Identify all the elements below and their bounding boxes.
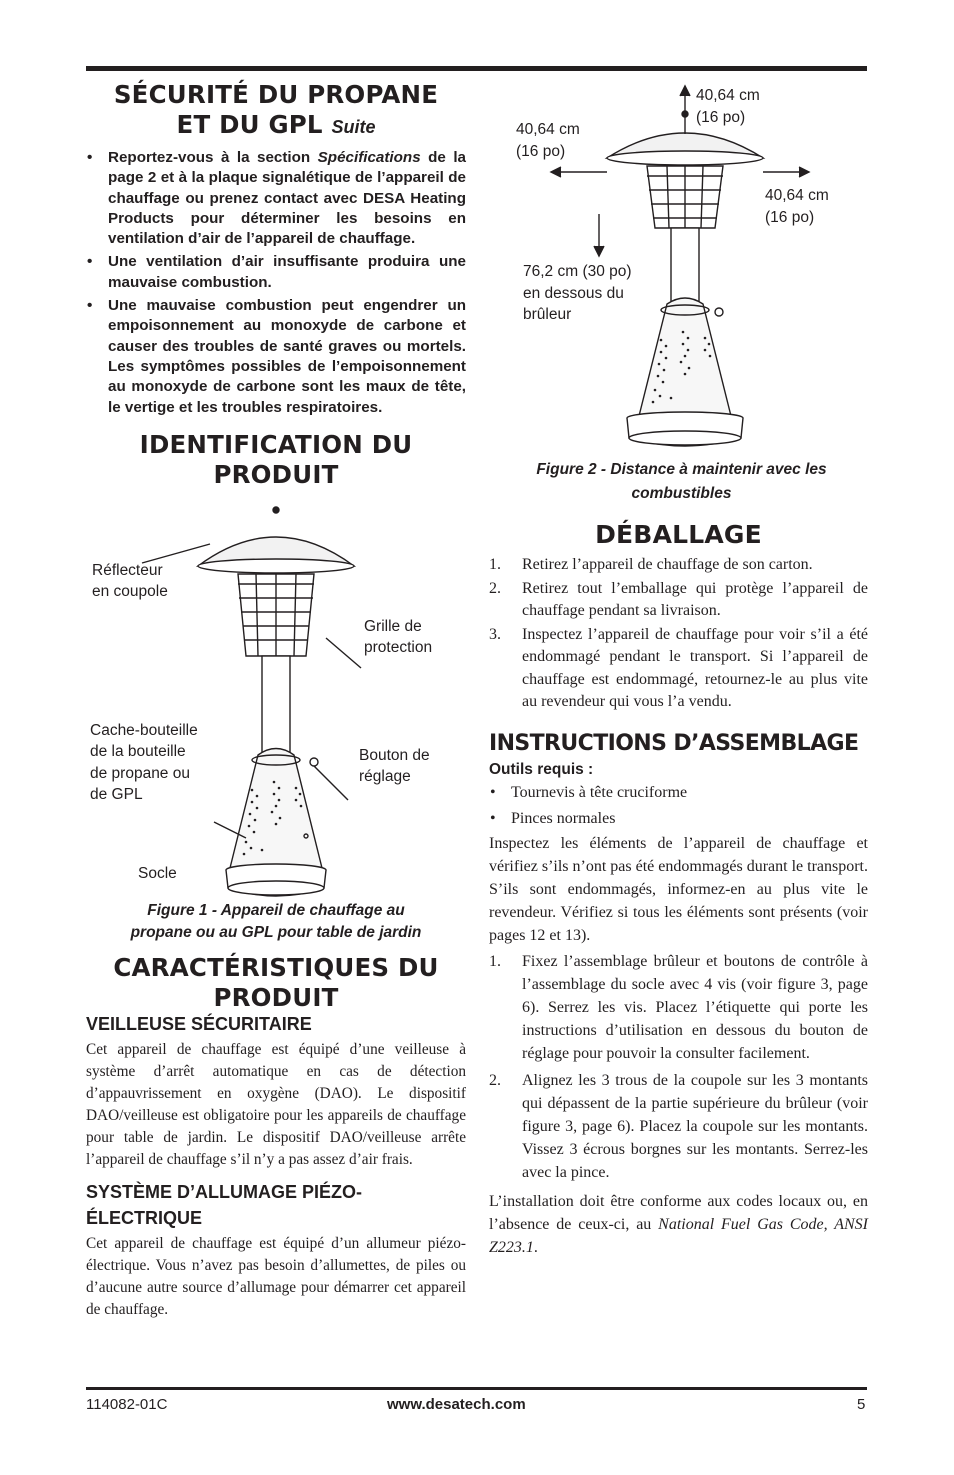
piezo-text: Cet appareil de chauffage est équipé d’un allumeur piézo-électrique. Vous n’avez pas besoin d’allumettes, de piles ou d’aucune autre source d’allumage pour démarrer cet appareil de chauffage. bbox=[86, 1234, 466, 1318]
page-number: 5 bbox=[857, 1396, 866, 1413]
list-item: • Une ventilation d’air insuffisante produira une mauvaise combustion. bbox=[86, 252, 466, 293]
piezo-heading: SYSTÈME D’ALLUMAGE PIÉZO- ÉLECTRIQUE bbox=[86, 1181, 363, 1228]
figure-2-caption: Figure 2 - Distance à maintenir avec les combustibles bbox=[536, 461, 827, 502]
label-base: Socle bbox=[138, 864, 177, 882]
left-column bbox=[86, 80, 466, 1321]
label-guard: Grille de protection bbox=[364, 617, 433, 657]
list-item: • Reportez-vous à la section Spécifications de la page 2 et à la plaque signalétique de l’appareil de chauffage ou prenez contact avec DESA Heating Products pour déterminer les besoins en ventilation d’air de l’appareil de chauffage. bbox=[86, 148, 466, 249]
website-link[interactable]: www.desatech.com bbox=[387, 1396, 526, 1413]
label-top-clearance: 40,64 cm (16 po) bbox=[696, 87, 760, 126]
list-item: 2. Retirez tout l’emballage qui protège l’appareil de chauffage pendant sa livraison. bbox=[489, 579, 868, 619]
list-item: • Tournevis à tête cruciforme bbox=[489, 782, 868, 804]
label-knob: Bouton de réglage bbox=[359, 746, 430, 786]
label-below-clearance: 76,2 cm (30 po) en dessous du brûleur bbox=[523, 263, 632, 323]
figure-1-caption: Figure 1 - Appareil de chauffage au propane ou au GPL pour table de jardin bbox=[130, 901, 422, 941]
unpacking-title: DÉBALLAGE bbox=[595, 520, 762, 549]
assembly-title: INSTRUCTIONS D’ASSEMBLAGE bbox=[489, 730, 859, 756]
label-left-clearance: 40,64 cm (16 po) bbox=[516, 121, 580, 160]
heater-illustration bbox=[86, 490, 466, 910]
tools-list bbox=[489, 782, 868, 830]
unpacking-steps bbox=[489, 554, 868, 714]
list-item: 1. Fixez l’assemblage brûleur et boutons de contrôle à l’assemblage du socle avec 4 vis (voir figure 3, page 6). Serrez les vis. Placez l’étiquette qui porte les instructions d’utilisation en dessous du bouton de réglage pour pouvoir la consulter facilement. bbox=[489, 952, 868, 1062]
list-item: 3. Inspectez l’appareil de chauffage pour voir s’il a été endommagé pendant le transport. Si l’appareil de chauffage est endommagé, retournez-le au plus vite au revendeur qui vous l’a vendu. bbox=[489, 625, 868, 710]
bottom-rule bbox=[86, 1387, 867, 1390]
installation-note: L’installation doit être conforme aux codes locaux ou, en l’absence de ceux-ci, au National Fuel Gas Code, ANSI Z223.1. bbox=[489, 1192, 868, 1256]
features-title: CARACTÉRISTIQUES DU PRODUIT bbox=[113, 952, 439, 1012]
propane-safety-title: SÉCURITÉ DU PROPANE ET DU GPL Suite bbox=[113, 80, 439, 139]
inspect-text: Inspectez les éléments de l’appareil de chauffage et vérifiez s’ils n’ont pas été endommagés durant le transport. S’ils sont endommagés, informez-en au plus vite le revendeur. Vérifiez si tous les éléments sont présents (voir pages 12 et 13). bbox=[489, 834, 868, 944]
top-rule bbox=[86, 66, 867, 71]
pilot-text: Cet appareil de chauffage est équipé d’une veilleuse à système d’arrêt automatique en cas de détection d’appauvrissement en oxygène (DAO). Le dispositif DAO/veilleuse est obligatoire pour les appareils de chauffage pour table de jardin. Le dispositif DAO/veilleuse arrête l’appareil de chauffage s’il n’y a pas assez d’air frais. bbox=[86, 1040, 466, 1168]
list-item: • Une mauvaise combustion peut engendrer un empoisonnement au monoxyde de carbone et causer des troubles de santé graves ou mortels. Les symptômes possibles de l’empoisonnement au monoxyde de carbone sont les maux de tête, le vertige et les troubles respiratoires. bbox=[86, 296, 466, 418]
list-item: 1. Retirez l’appareil de chauffage de son carton. bbox=[489, 556, 813, 573]
label-reflector: Réflecteur en coupole bbox=[92, 561, 168, 601]
right-column bbox=[489, 78, 868, 1259]
figure-1 bbox=[86, 490, 466, 910]
identification-title: IDENTIFICATION DU PRODUIT bbox=[139, 429, 413, 489]
tools-heading: Outils requis : bbox=[489, 760, 594, 778]
figure-2 bbox=[489, 78, 868, 458]
assembly-steps bbox=[489, 950, 868, 1184]
safety-bullet-list bbox=[86, 148, 466, 418]
list-item: 2. Alignez les 3 trous de la coupole sur les 3 montants qui dépassent de la partie supérieure du brûleur (voir figure 3, page 6). Placez la coupole sur les montants. Vissez 3 écrous borgnes sur les montants. Serrez-les avec la pince. bbox=[489, 1071, 868, 1181]
label-tank-cover: Cache-bouteille de la bouteille de propane ou de GPL bbox=[90, 721, 198, 804]
list-item: • Pinces normales bbox=[489, 808, 868, 830]
pilot-heading: VEILLEUSE SÉCURITAIRE bbox=[86, 1013, 312, 1034]
label-right-clearance: 40,64 cm (16 po) bbox=[765, 187, 829, 226]
document-number: 114082-01C bbox=[86, 1396, 168, 1413]
